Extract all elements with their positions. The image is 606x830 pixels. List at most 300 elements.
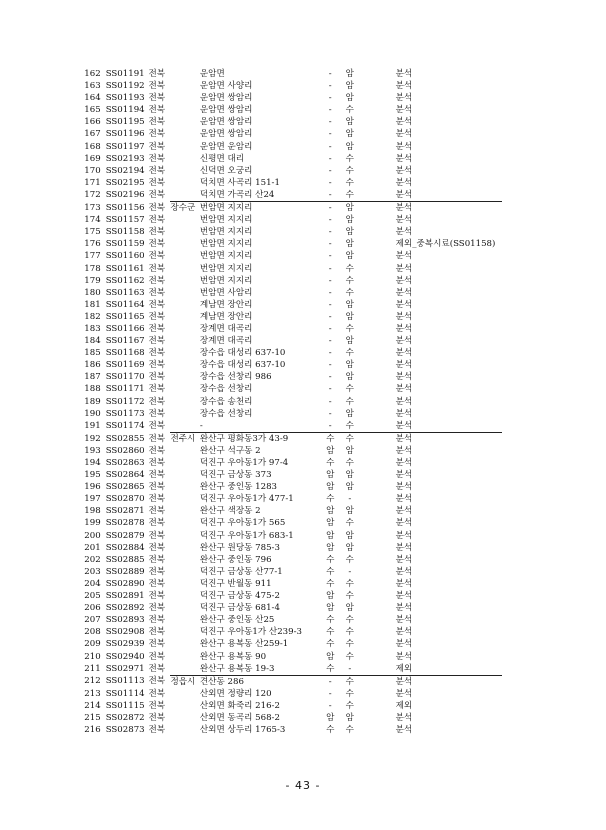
cell-prov: 전북: [148, 482, 166, 493]
cell-code: SS01170: [105, 372, 145, 383]
table-row: [82, 432, 502, 445]
cell-num: 186: [84, 360, 101, 371]
cell-city: [170, 189, 199, 202]
cell-code: SS01196: [105, 129, 145, 140]
cell-city: [170, 335, 199, 347]
cell-code: SS01172: [105, 396, 145, 407]
cell-a: 수: [326, 578, 335, 589]
cell-num: 211: [84, 663, 101, 674]
table-row: [82, 214, 502, 226]
cell-a: -: [328, 299, 332, 310]
cell-num: 195: [84, 470, 101, 481]
cell-a: 암: [326, 482, 335, 493]
cell-prov: 전북: [148, 141, 166, 152]
table-row: [82, 383, 502, 395]
cell-code: SS01166: [105, 323, 145, 334]
cell-note: 분석: [395, 603, 413, 614]
cell-note: 분석: [395, 578, 413, 589]
cell-city: [170, 626, 199, 638]
cell-note: 제외: [395, 700, 413, 711]
table-row: [82, 469, 502, 481]
table-row: [82, 202, 502, 215]
cell-city: [170, 104, 199, 116]
cell-city: [170, 128, 199, 140]
table-row: [82, 505, 502, 517]
table-row: [82, 287, 502, 299]
cell-b: 암: [345, 69, 354, 79]
cell-note: 분석: [395, 348, 413, 359]
cell-addr: 신덕면 오궁리: [199, 165, 253, 176]
cell-addr: 덕진구 우아동1가 산239-3: [199, 627, 302, 638]
cell-b: 암: [345, 299, 354, 310]
cell-addr: 번암면 지지리: [199, 227, 253, 238]
cell-a: 수: [326, 566, 335, 577]
cell-city: [170, 396, 199, 408]
cell-code: SS02196: [105, 190, 145, 201]
cell-a: -: [328, 348, 332, 359]
cell-note: 분석: [360, 432, 502, 445]
table-row: [82, 712, 502, 724]
cell-note: 분석: [395, 591, 413, 602]
cell-code: SS02860: [105, 445, 145, 456]
cell-code: SS02870: [105, 494, 145, 505]
cell-prov: 전북: [148, 299, 166, 310]
cell-note: 분석: [395, 275, 413, 286]
cell-num: 213: [84, 688, 101, 699]
table-row: [82, 663, 502, 676]
cell-b: 암: [345, 239, 354, 250]
cell-b: 수: [345, 651, 354, 662]
cell-addr: 산외면 상두리 1765-3: [199, 725, 286, 736]
cell-b: 수: [345, 105, 354, 116]
cell-addr: 완산구 중인동 1283: [199, 482, 278, 493]
cell-a: -: [320, 202, 340, 215]
cell-num: 190: [84, 408, 101, 419]
cell-note: 제외: [395, 663, 413, 674]
cell-a: 암: [326, 591, 335, 602]
cell-a: -: [328, 141, 332, 152]
cell-a: -: [328, 420, 332, 431]
cell-a: -: [328, 323, 332, 334]
cell-city: [170, 68, 199, 80]
cell-b: 암: [345, 470, 354, 481]
cell-city: [170, 177, 199, 189]
cell-a: -: [328, 336, 332, 347]
cell-b: 암: [345, 482, 354, 493]
cell-city: [170, 554, 199, 566]
cell-city: [170, 214, 199, 226]
table-row: [82, 80, 502, 92]
cell-note: 분석: [395, 566, 413, 577]
cell-addr: 완산구 중인동 산25: [199, 615, 275, 626]
cell-code: SS01165: [105, 311, 145, 322]
cell-num: 199: [84, 518, 101, 529]
cell-prov: 전북: [148, 348, 166, 359]
cell-b: 암: [345, 408, 354, 419]
cell-note: 분석: [395, 518, 413, 529]
cell-code: SS02865: [105, 482, 145, 493]
cell-num: 164: [84, 93, 101, 104]
cell-prov: 전북: [148, 251, 166, 262]
cell-b: 암: [340, 202, 360, 215]
cell-num: 183: [84, 323, 101, 334]
cell-note: 분석: [395, 408, 413, 419]
cell-addr: 완산구 석구동 2: [199, 445, 261, 456]
cell-city: 전주시: [170, 432, 199, 445]
cell-b: -: [348, 494, 352, 505]
cell-addr: 덕치면 사곡리 151-1: [199, 177, 280, 188]
cell-num: 196: [84, 482, 101, 493]
cell-note: 분석: [395, 117, 413, 128]
cell-addr: 운암면 쌍암리: [199, 105, 253, 116]
cell-a: 암: [326, 603, 335, 614]
cell-note: 분석: [395, 93, 413, 104]
cell-addr: 번암면 지지리: [199, 263, 253, 274]
cell-code: SS01164: [105, 299, 145, 310]
table-row: [82, 614, 502, 626]
cell-code: SS01194: [105, 105, 145, 116]
cell-prov: 전북: [148, 639, 166, 650]
cell-prov: 전북: [148, 470, 166, 481]
table-row: [82, 189, 502, 202]
cell-city: [170, 92, 199, 104]
cell-note: 분석: [395, 651, 413, 662]
cell-a: 수: [326, 725, 335, 736]
cell-a: 암: [326, 542, 335, 553]
cell-num: 193: [84, 445, 101, 456]
cell-b: -: [348, 663, 352, 674]
cell-prov: 전북: [148, 700, 166, 711]
cell-a: -: [328, 129, 332, 140]
cell-num: 188: [84, 384, 101, 395]
cell-city: [170, 359, 199, 371]
cell-addr: 운암면 쌍암리: [199, 117, 253, 128]
cell-note: 분석: [395, 165, 413, 176]
cell-num: 194: [84, 458, 101, 468]
cell-city: [170, 153, 199, 165]
cell-city: [170, 347, 199, 359]
table-row: [82, 153, 502, 165]
cell-addr: 덕치면 가곡리 산24: [199, 189, 275, 200]
cell-a: -: [328, 311, 332, 322]
cell-b: 암: [345, 712, 354, 723]
cell-b: 수: [345, 384, 354, 395]
cell-note: 분석: [395, 639, 413, 650]
cell-note: 분석: [395, 189, 413, 200]
cell-addr: 산외면 정량리 120: [199, 688, 272, 699]
cell-addr: 장수읍 선창리 986: [199, 372, 272, 383]
cell-code: SS01157: [105, 215, 145, 226]
cell-note: 분석: [395, 627, 413, 638]
table-row: [82, 68, 502, 80]
cell-b: 암: [345, 445, 354, 456]
cell-a: -: [328, 360, 332, 371]
cell-num: 189: [84, 396, 101, 407]
cell-code: SS02872: [105, 712, 145, 723]
table-row: [82, 566, 502, 578]
cell-code: SS01173: [105, 408, 145, 419]
cell-prov: 전북: [148, 372, 166, 383]
cell-prov: 전북: [148, 433, 166, 444]
cell-num: 169: [84, 153, 101, 164]
cell-prov: 전북: [148, 420, 166, 431]
cell-a: 암: [326, 506, 335, 517]
cell-b: 암: [345, 530, 354, 541]
cell-a: -: [328, 275, 332, 286]
table-row: [82, 116, 502, 128]
cell-a: -: [328, 263, 332, 274]
cell-num: 212: [84, 676, 101, 687]
cell-addr: 덕진구 우아동1가 97-4: [199, 458, 289, 468]
cell-b: 수: [345, 420, 354, 431]
cell-a: -: [320, 675, 340, 688]
cell-addr: 번암면 지지리: [199, 239, 253, 250]
cell-city: [170, 383, 199, 395]
cell-prov: 전북: [148, 239, 166, 250]
cell-code: SS02878: [105, 518, 145, 529]
table-row: [82, 250, 502, 262]
cell-num: 184: [84, 336, 101, 347]
cell-code: SS02940: [105, 651, 145, 662]
cell-city: [170, 226, 199, 238]
cell-city: [170, 371, 199, 383]
table-row: [82, 335, 502, 347]
cell-prov: 전북: [148, 93, 166, 104]
table-row: [82, 275, 502, 287]
cell-city: 장수군: [170, 202, 199, 215]
table-row: [82, 92, 502, 104]
cell-num: 214: [84, 700, 101, 711]
cell-city: [170, 566, 199, 578]
cell-num: 200: [84, 530, 101, 541]
cell-b: 암: [345, 542, 354, 553]
cell-addr: 운암면 사양리: [199, 81, 253, 92]
cell-a: -: [328, 69, 332, 79]
cell-prov: 전북: [148, 311, 166, 322]
table-row: [82, 602, 502, 614]
cell-addr: 신평면 대리: [199, 153, 245, 164]
cell-city: [170, 165, 199, 177]
table-row: [82, 128, 502, 140]
cell-addr: 장수읍 송천리: [199, 396, 253, 407]
cell-b: 암: [345, 117, 354, 128]
table-row: [82, 371, 502, 383]
table-row: [82, 542, 502, 554]
cell-prov: 전북: [148, 615, 166, 626]
cell-b: 수: [345, 348, 354, 359]
cell-num: 198: [84, 506, 101, 517]
cell-num: 208: [84, 627, 101, 638]
table-row: [82, 420, 502, 433]
cell-b: 수: [345, 458, 354, 468]
cell-addr: 계남면 장안리: [199, 299, 253, 310]
cell-num: 170: [84, 165, 101, 176]
cell-a: -: [328, 700, 332, 711]
cell-note: 분석: [395, 458, 413, 468]
cell-addr: 완산구 원당동 785-3: [199, 542, 280, 553]
cell-code: SS01169: [105, 360, 145, 371]
cell-addr: 산외면 화죽리 216-2: [199, 700, 280, 711]
cell-code: SS02871: [105, 506, 145, 517]
cell-code: SS01156: [105, 202, 145, 213]
cell-prov: 전북: [148, 323, 166, 334]
cell-b: 수: [345, 554, 354, 565]
cell-a: 암: [326, 530, 335, 541]
cell-a: 수: [320, 432, 340, 445]
table-row: [82, 700, 502, 712]
cell-prov: 전북: [148, 566, 166, 577]
cell-addr: 장계면 대곡리: [199, 323, 253, 334]
cell-city: [170, 263, 199, 275]
cell-prov: 전북: [148, 578, 166, 589]
table-row: [82, 104, 502, 116]
table-row: [82, 299, 502, 311]
table-row: [82, 578, 502, 590]
cell-code: SS02194: [105, 165, 145, 176]
cell-b: 암: [345, 81, 354, 92]
cell-b: 암: [345, 336, 354, 347]
cell-code: SS02893: [105, 615, 145, 626]
cell-prov: 전북: [148, 688, 166, 699]
cell-note: 분석: [395, 712, 413, 723]
cell-b: -: [348, 566, 352, 577]
sample-table-body: [82, 68, 502, 736]
cell-prov: 전북: [148, 129, 166, 140]
cell-code: SS02855: [105, 433, 145, 444]
cell-b: 수: [345, 639, 354, 650]
cell-city: [170, 250, 199, 262]
cell-num: 209: [84, 639, 101, 650]
cell-city: [170, 724, 199, 736]
table-row: [82, 359, 502, 371]
cell-city: [170, 80, 199, 92]
cell-city: [170, 457, 199, 469]
cell-prov: 전북: [148, 591, 166, 602]
table-row: [82, 517, 502, 529]
cell-prov: 전북: [148, 676, 166, 687]
cell-num: 191: [84, 420, 101, 431]
cell-city: [170, 238, 199, 250]
cell-a: 수: [326, 458, 335, 468]
cell-a: 수: [326, 494, 335, 505]
cell-addr: 덕진구 금상동 산77-1: [199, 566, 283, 577]
cell-b: 암: [345, 360, 354, 371]
cell-b: 수: [345, 591, 354, 602]
cell-a: 암: [326, 470, 335, 481]
cell-note: 분석: [395, 372, 413, 383]
cell-num: 215: [84, 712, 101, 723]
cell-city: [170, 578, 199, 590]
cell-num: 168: [84, 141, 101, 152]
cell-a: 수: [326, 627, 335, 638]
cell-note: 분석: [360, 202, 502, 215]
cell-addr: 번암면 지지리: [200, 202, 321, 215]
cell-addr: 완산구 색장동 2: [199, 506, 261, 517]
cell-a: -: [328, 153, 332, 164]
cell-note: 분석: [395, 554, 413, 565]
cell-city: [170, 420, 199, 433]
table-row: [82, 724, 502, 736]
table-row: [82, 238, 502, 250]
cell-num: 205: [84, 591, 101, 602]
cell-prov: 전북: [148, 725, 166, 736]
cell-a: 수: [326, 639, 335, 650]
cell-code: SS01195: [105, 117, 145, 128]
cell-code: SS01168: [105, 348, 145, 359]
cell-code: SS01161: [105, 263, 145, 274]
cell-addr: 번암면 지지리: [199, 275, 253, 286]
cell-prov: 전북: [148, 396, 166, 407]
cell-b: 수: [345, 323, 354, 334]
cell-num: 182: [84, 311, 101, 322]
cell-city: [170, 493, 199, 505]
table-row: [82, 226, 502, 238]
cell-num: 179: [84, 275, 101, 286]
cell-code: SS01193: [105, 93, 145, 104]
table-row: [82, 445, 502, 457]
cell-addr: 계남면 장안리: [199, 311, 253, 322]
cell-addr: 완산구 평화동3가 43-9: [200, 432, 321, 445]
cell-b: 수: [345, 177, 354, 188]
cell-addr: 장수읍 대성리 637-10: [199, 348, 286, 359]
cell-b: 암: [345, 372, 354, 383]
cell-code: SS01114: [105, 688, 145, 699]
table-row: [82, 493, 502, 505]
cell-num: 204: [84, 578, 101, 589]
cell-addr: 장수읍 선창리: [199, 408, 253, 419]
cell-a: -: [328, 688, 332, 699]
cell-b: 암: [345, 215, 354, 226]
cell-prov: 전북: [148, 153, 166, 164]
cell-city: [170, 542, 199, 554]
cell-city: [170, 638, 199, 650]
table-row: [82, 141, 502, 153]
cell-a: 암: [326, 712, 335, 723]
cell-addr: 덕진구 반월동 911: [199, 578, 272, 589]
cell-num: 162: [84, 69, 101, 79]
cell-code: SS01171: [105, 384, 145, 395]
cell-prov: 전북: [148, 627, 166, 638]
cell-note: 분석: [360, 675, 502, 688]
cell-code: SS01115: [105, 700, 145, 711]
cell-num: 203: [84, 566, 101, 577]
cell-addr: 운암면 운암리: [199, 141, 253, 152]
cell-note: 분석: [395, 506, 413, 517]
cell-addr: 운암면 쌍암리: [199, 93, 253, 104]
cell-a: -: [328, 287, 332, 298]
cell-a: -: [328, 93, 332, 104]
cell-note: 분석: [395, 384, 413, 395]
cell-a: -: [328, 215, 332, 226]
cell-b: 암: [345, 227, 354, 238]
cell-city: [170, 311, 199, 323]
cell-city: [170, 590, 199, 602]
table-row: [82, 481, 502, 493]
cell-code: SS02884: [105, 542, 145, 553]
cell-a: -: [328, 81, 332, 92]
cell-note: 분석: [395, 215, 413, 226]
cell-prov: 전북: [148, 603, 166, 614]
cell-prov: 전북: [148, 165, 166, 176]
cell-a: -: [328, 105, 332, 116]
cell-b: 암: [345, 603, 354, 614]
cell-num: 178: [84, 263, 101, 274]
cell-a: -: [328, 165, 332, 176]
cell-note: 분석: [395, 470, 413, 481]
cell-note: 분석: [395, 615, 413, 626]
cell-prov: 전북: [148, 651, 166, 662]
cell-num: 197: [84, 494, 101, 505]
